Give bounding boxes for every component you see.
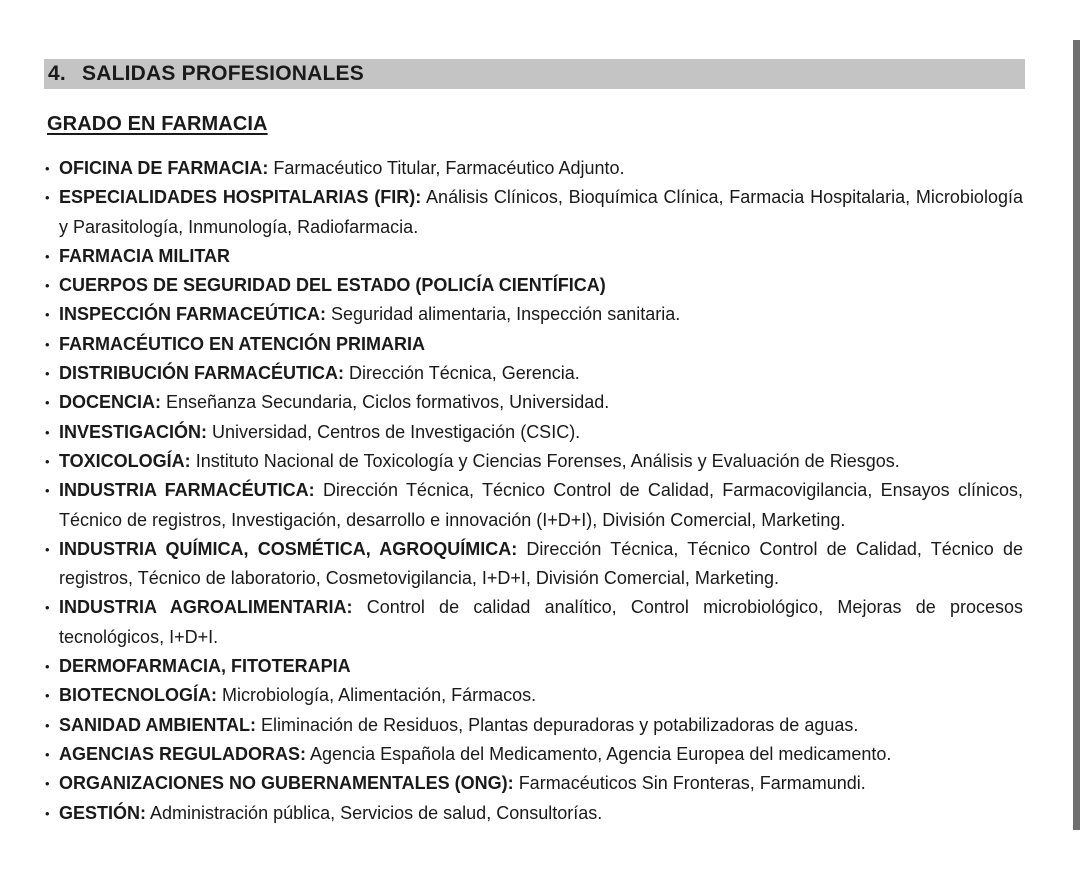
career-description: Dirección Técnica, Gerencia. <box>349 363 580 384</box>
career-title: CUERPOS DE SEGURIDAD DEL ESTADO (POLICÍA CIENTÍFICA) <box>59 275 606 296</box>
degree-subheading: GRADO EN FARMACIA <box>47 113 268 135</box>
career-description: Eliminación de Residuos, Plantas depuradoras y potabilizadoras de aguas. <box>261 714 859 735</box>
career-item <box>44 769 1023 798</box>
career-item <box>44 418 1023 447</box>
career-title: DISTRIBUCIÓN FARMACÉUTICA: <box>59 363 344 384</box>
career-title: OFICINA DE FARMACIA: <box>59 158 269 178</box>
career-description: Análisis Clínicos, Bioquímica Clínica, Farmacia Hospitalaria, Microbiología y Parasitología, Inmunología, Radiofarmacia. <box>59 187 1023 237</box>
career-title: ESPECIALIDADES HOSPITALARIAS (FIR): <box>59 187 422 208</box>
career-title: AGENCIAS REGULADORAS: <box>59 743 307 764</box>
career-item <box>44 300 1023 329</box>
career-item <box>44 388 1023 417</box>
career-title: FARMACIA MILITAR <box>59 245 230 266</box>
career-title: INVESTIGACIÓN: <box>59 421 208 442</box>
bullet-icon: • <box>45 483 50 499</box>
bullet-icon: • <box>45 776 50 792</box>
career-description: Farmacéuticos Sin Fronteras, Farmamundi. <box>518 773 866 794</box>
career-title: INDUSTRIA FARMACÉUTICA: <box>59 480 315 501</box>
section-title: SALIDAS PROFESIONALES <box>82 62 364 85</box>
bullet-icon: • <box>45 161 50 176</box>
career-item <box>44 154 1023 183</box>
career-description: Microbiología, Alimentación, Fármacos. <box>222 685 537 706</box>
bullet-icon: • <box>45 600 50 616</box>
career-title: TOXICOLOGÍA: <box>59 450 191 471</box>
career-description: Enseñanza Secundaria, Ciclos formativos, Universidad. <box>166 392 610 413</box>
bullet-icon: • <box>45 190 50 206</box>
career-title: ORGANIZACIONES NO GUBERNAMENTALES (ONG): <box>59 773 514 794</box>
career-title: GESTIÓN: <box>59 802 147 823</box>
career-item <box>44 535 1023 594</box>
career-description: Agencia Española del Medicamento, Agencia Europea del medicamento. <box>310 743 892 764</box>
career-description: Universidad, Centros de Investigación (CSIC). <box>212 421 581 442</box>
section-number: 4. <box>48 62 66 85</box>
career-item <box>44 593 1023 652</box>
career-description: Administración pública, Servicios de salud, Consultorías. <box>150 802 603 823</box>
bullet-icon: • <box>45 307 50 323</box>
career-item <box>44 476 1023 535</box>
career-description: Farmacéutico Titular, Farmacéutico Adjunto. <box>273 158 625 178</box>
career-title: BIOTECNOLOGÍA: <box>59 685 217 706</box>
career-item <box>44 271 1023 300</box>
career-list <box>44 154 1023 828</box>
bullet-icon: • <box>45 424 50 440</box>
career-title: DERMOFARMACIA, FITOTERAPIA <box>59 656 351 677</box>
career-title: INDUSTRIA AGROALIMENTARIA: <box>59 597 353 618</box>
bullet-icon: • <box>45 336 50 352</box>
career-description: Seguridad alimentaria, Inspección sanitaria. <box>331 304 681 325</box>
bullet-icon: • <box>45 688 50 704</box>
bullet-icon: • <box>45 717 50 733</box>
career-item <box>44 330 1023 359</box>
career-description: Control de calidad analítico, Control microbiológico, Mejoras de procesos tecnológicos, I+D+I. <box>59 597 1023 647</box>
career-item <box>44 183 1023 242</box>
career-item <box>44 447 1023 476</box>
page-edge-shadow <box>1073 40 1080 830</box>
bullet-icon: • <box>45 366 50 382</box>
bullet-icon: • <box>45 278 50 294</box>
career-description: Instituto Nacional de Toxicología y Ciencias Forenses, Análisis y Evaluación de Riesgos. <box>195 450 900 471</box>
career-item <box>44 681 1023 710</box>
career-title: FARMACÉUTICO EN ATENCIÓN PRIMARIA <box>59 333 425 354</box>
bullet-icon: • <box>45 248 50 264</box>
career-title: INDUSTRIA QUÍMICA, COSMÉTICA, AGROQUÍMICA: <box>59 538 518 559</box>
bullet-icon: • <box>45 746 50 762</box>
career-item <box>44 652 1023 681</box>
career-item <box>44 799 1023 828</box>
bullet-icon: • <box>45 453 50 469</box>
section-header-bar <box>44 59 1025 89</box>
career-item <box>44 711 1023 740</box>
bullet-icon: • <box>45 805 50 821</box>
bullet-icon: • <box>45 659 50 675</box>
bullet-icon: • <box>45 395 50 411</box>
career-title: INSPECCIÓN FARMACEÚTICA: <box>59 304 327 325</box>
bullet-icon: • <box>45 541 50 557</box>
career-item <box>44 359 1023 388</box>
career-title: DOCENCIA: <box>59 392 161 413</box>
career-description: Dirección Técnica, Técnico Control de Calidad, Técnico de registros, Técnico de laboratorio, Cosmetovigilancia, I+D+I, División Comercial, Marketing. <box>59 538 1023 589</box>
career-title: SANIDAD AMBIENTAL: <box>59 714 256 735</box>
career-item <box>44 242 1023 271</box>
career-item <box>44 740 1023 769</box>
career-description: Dirección Técnica, Técnico Control de Calidad, Farmacovigilancia, Ensayos clínicos, Técnico de registros, Investigación, desarrollo e innovación (I+D+I), División Comercial, Marketing. <box>59 480 1023 530</box>
